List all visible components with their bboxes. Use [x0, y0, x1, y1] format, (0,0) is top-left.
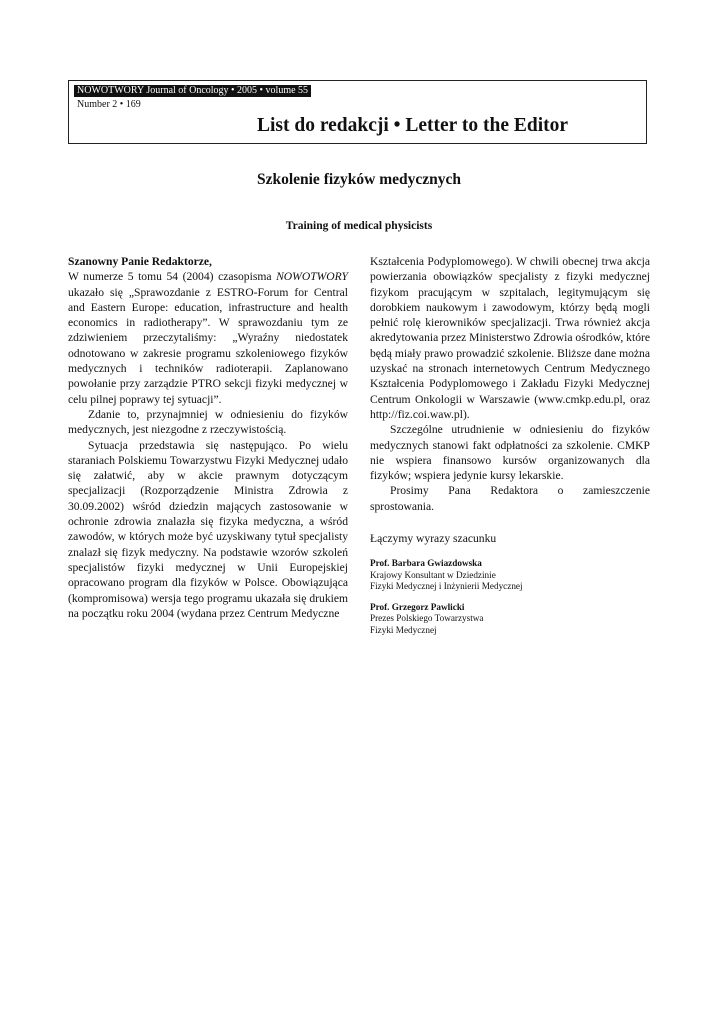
article-title: Szkolenie fizyków medycznych	[256, 171, 462, 188]
paragraph-2: Zdanie to, przynajmniej w odniesieniu do fizyków medycznych, jest niezgodne z rzeczywistością.	[68, 407, 348, 437]
issue-number: Number 2 • 169	[77, 99, 141, 110]
paragraph-1-start: W numerze 5 tomu 54 (2004) czasopisma	[68, 270, 277, 284]
signature-1-line-1: Krajowy Konsultant w Dziedzinie	[370, 569, 496, 580]
closing-line: Łączymy wyrazy szacunku	[370, 532, 497, 546]
left-column	[68, 254, 348, 621]
paragraph-5: Szczególne utrudnienie w odniesieniu do fizyków medycznych stanowi fakt odpłatności za szkolenie. CMKP nie wspiera finansowo kursów organizowanych dla fizyków; wspiera jedynie kursy lekarskie.	[370, 423, 650, 483]
right-column	[370, 254, 650, 636]
article-subtitle: Training of medical physicists	[285, 220, 433, 232]
signature-2-line-2: Fizyki Medycznej	[370, 624, 437, 635]
paragraph-6: Prosimy Pana Redaktora o zamieszczenie sprostowania.	[370, 484, 650, 513]
signature-1	[370, 558, 650, 593]
section-title: List do redakcji • Letter to the Editor	[256, 115, 569, 136]
paragraph-3: Sytuacja przedstawia się następująco. Po wielu staraniach Polskiemu Towarzystwu Fizyki Medycznej udało się załatwić, aby w akcie prawnym dotyczącym specjalizacji (Rozporządzenie Ministra Zdrowia z 30.09.2002) wśród dziedzin mających zastosowanie w ochronie zdrowia znalazła się fizyka medyczna, a wśród zawodów, w których może być uzyskiwany tytuł specjalisty znalazł się fizyk medyczny. Na podstawie wzorów szkoleń specjalistów fizyki medycznej w Unii Europejskiej opracowano program dla fizyków w Polsce. Obowiązująca (kompromisowa) wersja tego programu ukazała się drukiem na początku roku 2004 (wydana przez Centrum Medyczne	[68, 438, 348, 620]
journal-name: NOWOTWORY Journal of Oncology • 2005 • volume 55	[74, 85, 311, 97]
paragraph-1-rest: ukazało się „Sprawozdanie z ESTRO-Forum for Central and Eastern Europe: education, infrastructure and health economics in radiotherapy”. W sprawozdaniu tym ze zdziwieniem przeczytaliśmy: „Wyraźny niedostatek odnotowano w zakresie programu szkoleniowego fizyków medycznych i techników radioterapii. Zaplanowano powołanie przy zarządzie PTRO sekcji fizyki medycznej w celu pilnej poprawy tej sytuacji”.	[68, 285, 348, 406]
signature-2	[370, 602, 650, 637]
paragraph-4: Kształcenia Podyplomowego). W chwili obecnej trwa akcja powierzania obowiązków specjalisty z fizyki medycznej fizykom pracującym w szpitalach, legitymującym się dorobkiem naukowym i zawodowym, którzy będą mogli pełnić rolę kierowników specjalizacji. Trwa również akcja akredytowania przez Ministerstwo Zdrowia ośrodków, które będą miały prawo prowadzić szkolenie. Bliższe dane można uzyskać na stronach internetowych Centrum Medycznego Kształcenia Podyplomowego i Zakładu Fizyki Medycznej Centrum Onkologii w Warszawie (www.cmkp.edu.pl, oraz http://fiz.coi.waw.pl).	[370, 255, 650, 421]
signature-1-name: Prof. Barbara Gwiazdowska	[370, 558, 482, 569]
signature-2-name: Prof. Grzegorz Pawlicki	[370, 601, 465, 612]
journal-header-box	[68, 80, 647, 144]
journal-name-italic: NOWOTWORY	[276, 270, 348, 284]
signature-1-line-2: Fizyki Medycznej i Inżynierii Medycznej	[370, 581, 523, 592]
salutation: Szanowny Panie Redaktorze,	[68, 255, 212, 268]
signature-2-line-1: Prezes Polskiego Towarzystwa	[370, 613, 484, 624]
paragraph-1	[68, 269, 348, 407]
